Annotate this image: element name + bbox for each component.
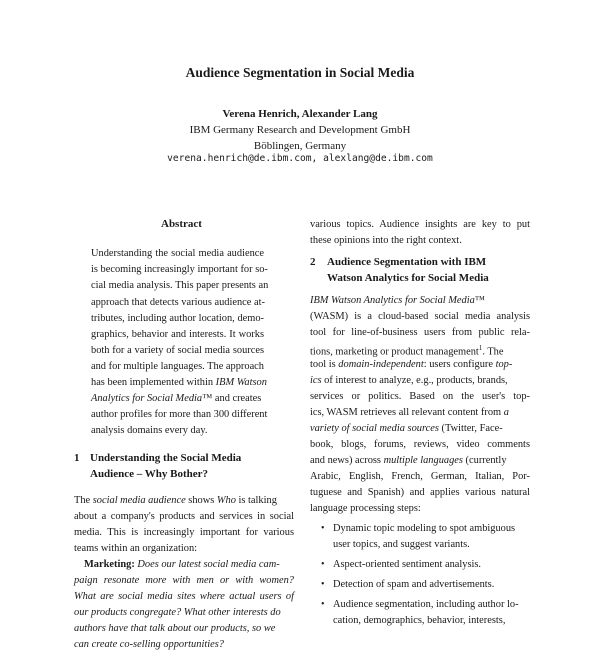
footnote-marker[interactable]: 1 xyxy=(478,344,483,352)
body-text-italic: multiple languages xyxy=(383,455,463,466)
body-text: ics, WASM retrieves all relevant content from xyxy=(310,407,504,418)
body-text: The xyxy=(74,495,93,506)
abstract-line xyxy=(91,375,267,391)
body-text-italic: ics xyxy=(310,375,322,386)
abstract-line xyxy=(91,391,261,407)
bullet-dot-icon: • xyxy=(321,599,325,610)
body-text: of interest to analyze, e.g., products, brands, xyxy=(321,375,508,386)
abstract-line: and for multiple languages. The approach xyxy=(91,361,264,372)
section-2-line xyxy=(310,405,509,421)
bullet-dot-icon: • xyxy=(321,579,325,590)
section-2-heading: Audience Segmentation with IBM xyxy=(327,256,487,268)
body-text: is talking xyxy=(235,495,277,506)
section-2-line xyxy=(310,373,508,389)
section-2-heading: Watson Analytics for Social Media xyxy=(327,272,489,284)
body-text: : users configure xyxy=(423,359,496,370)
body-text: (Twitter, Face- xyxy=(438,423,503,434)
abstract-line: cial media analysis. This paper presents an xyxy=(91,280,269,291)
abstract-line: analysis domains every day. xyxy=(91,425,208,436)
abstract-text: ™ and creates xyxy=(202,393,262,404)
author-names: Verena Henrich, Alexander Lang xyxy=(222,108,378,120)
bullet-dot-icon: • xyxy=(321,559,325,570)
body-text-italic: variety of social media sources xyxy=(310,423,439,434)
body-text: tool is xyxy=(310,359,339,370)
right-column-line: various topics. Audience insights are key to put xyxy=(310,219,530,230)
section-1-line: about a company's products and services in social xyxy=(74,511,294,522)
right-column-line: these opinions into the right context. xyxy=(310,235,462,246)
marketing-line: our products congregate? What other interests do xyxy=(74,607,281,618)
section-1-line xyxy=(74,493,294,509)
paper-title: Audience Segmentation in Social Media xyxy=(185,65,415,80)
section-2-line: language processing steps: xyxy=(310,503,421,514)
left-column xyxy=(0,0,300,600)
bullet-item: cation, demographics, behavior, interests, xyxy=(333,615,506,626)
section-2-line xyxy=(310,293,485,309)
bullet-item: Dynamic topic modeling to spot ambiguous xyxy=(333,523,516,534)
section-1-heading: Understanding the Social Media xyxy=(90,452,242,464)
abstract-line: graphics, behavior and interests. It works xyxy=(91,329,264,340)
section-1-line: teams within an organization: xyxy=(74,543,198,554)
section-1-heading: Audience – Why Bother? xyxy=(90,468,209,480)
abstract-text: has been implemented within xyxy=(91,377,216,388)
marketing-line: What are social media sites where actual users of xyxy=(74,591,294,602)
abstract-line: both for a variety of social media sources xyxy=(91,345,264,356)
author-affiliation: IBM Germany Research and Development GmbH xyxy=(189,124,411,136)
marketing-label: Marketing: xyxy=(84,559,135,570)
section-1-line: media. This is increasingly important for various xyxy=(74,527,294,538)
section-2-line: tuguese and Spanish) and applies various natural xyxy=(310,487,530,498)
section-2-line: services or politics. Based on the user's top- xyxy=(310,391,530,402)
section-2-line: tool for line-of-business users from public rela- xyxy=(310,327,530,338)
body-text: shows xyxy=(185,495,217,506)
bullet-item: Audience segmentation, including author lo- xyxy=(333,599,519,610)
section-2-line xyxy=(310,421,503,437)
right-column xyxy=(300,0,600,600)
marketing-line xyxy=(84,557,280,573)
marketing-line: authors have that talk about our products, so we xyxy=(74,623,276,634)
bullet-item: Detection of spam and advertisements. xyxy=(333,579,495,590)
abstract-product-name: IBM Watson xyxy=(215,377,267,388)
trademark: ™ xyxy=(474,295,485,306)
abstract-heading: Abstract xyxy=(161,218,202,230)
section-2-line: (WASM) is a cloud-based social media analysis xyxy=(310,311,530,322)
author-emails[interactable]: verena.henrich@de.ibm.com, alexlang@de.ibm.com xyxy=(167,153,433,164)
marketing-text: Does our latest social media cam- xyxy=(137,559,280,570)
section-2-number: 2 xyxy=(310,256,316,268)
body-text-italic: a xyxy=(503,407,509,418)
section-2-line xyxy=(310,453,507,469)
marketing-line: can create co-selling opportunities? xyxy=(74,639,224,650)
abstract-line: approach that detects various audience at- xyxy=(91,297,265,308)
abstract-line: tributes, including author location, demo- xyxy=(91,313,264,324)
abstract-line: Understanding the social media audience xyxy=(91,248,264,259)
body-text-italic: Who xyxy=(216,495,236,506)
body-text-italic: domain-independent xyxy=(338,359,424,370)
bullet-item: Aspect-oriented sentiment analysis. xyxy=(333,559,482,570)
body-text: tions, marketing or product management xyxy=(310,346,479,358)
author-location: Böblingen, Germany xyxy=(253,140,347,152)
body-text: . The xyxy=(482,346,504,358)
body-text: (currently xyxy=(462,455,507,466)
section-2-line: book, blogs, forums, reviews, video comments xyxy=(310,439,530,450)
bullet-dot-icon: • xyxy=(321,523,325,534)
product-name: IBM Watson Analytics for Social Media xyxy=(310,295,475,306)
abstract-line: is becoming increasingly important for so- xyxy=(91,264,268,275)
marketing-line: paign resonate more with men or with women? xyxy=(74,575,294,586)
section-2-line xyxy=(310,357,512,373)
bullet-item: user topics, and suggest variants. xyxy=(333,539,470,550)
body-text-italic: top- xyxy=(495,359,513,370)
abstract-product-name: Analytics for Social Media xyxy=(91,393,203,404)
section-2-line: Arabic, English, French, German, Italian, Por- xyxy=(310,471,530,482)
body-text-italic: social media audience xyxy=(92,495,186,506)
body-text: and news) across xyxy=(310,455,384,466)
section-1-number: 1 xyxy=(74,452,80,464)
abstract-line: author profiles for more than 300 different xyxy=(91,409,268,420)
